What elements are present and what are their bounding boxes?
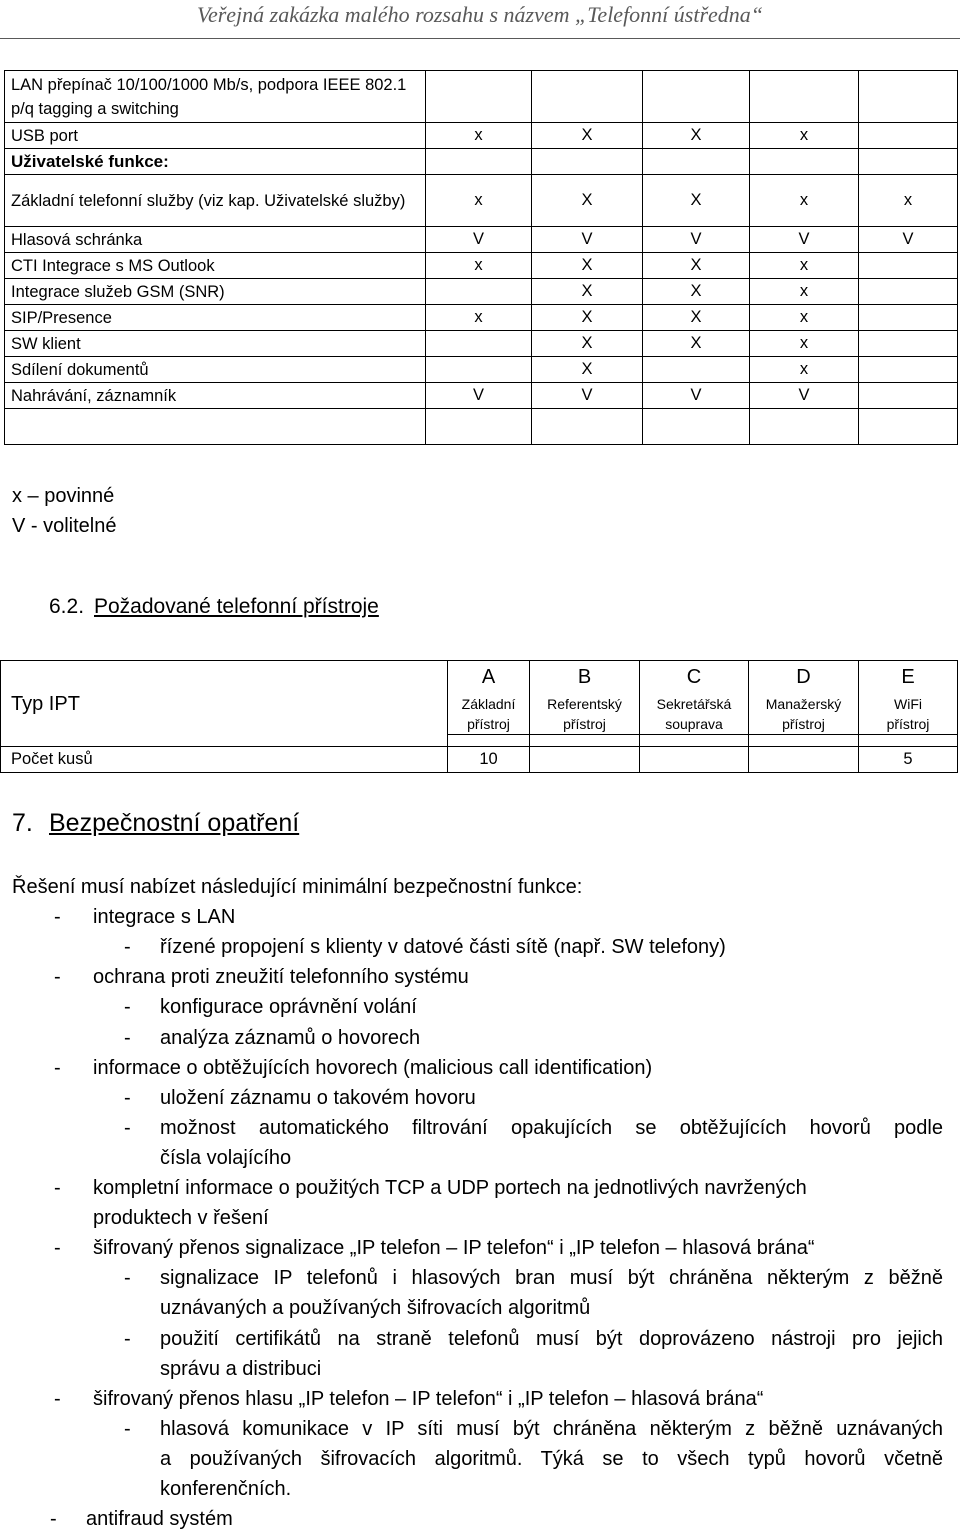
list-bullet: - [54,1387,61,1410]
sub-list-item: signalizace IP telefonů i hlasových bran musí být chráněna některým z běžně [160,1267,943,1290]
security-intro: Řešení musí nabízet následující minimální bezpečnostní funkce: [12,876,583,898]
ipt-table [0,660,958,773]
feature-cell-c [643,409,750,445]
list-item: informace o obtěžujících hovorech (malicious call identification) [93,1056,653,1079]
ipt-desc: Sekretářská [656,696,732,712]
ipt-letter: D [796,666,811,688]
ipt-desc: WiFi [894,696,922,712]
feature-cell-a: V [426,383,532,409]
feature-cell-a: x [426,305,532,331]
feature-cell-e [859,71,958,123]
ipt-desc: Manažerský [765,696,842,712]
feature-cell-e [859,383,958,409]
feature-label: Základní telefonní služby (viz kap. Uživatelské služby) [5,175,426,227]
ipt-letter: A [481,666,496,688]
feature-cell-d: x [750,253,859,279]
feature-cell-a [426,409,532,445]
feature-cell-c: V [643,227,750,253]
feature-cell-e [859,279,958,305]
feature-cell-e [859,149,958,175]
feature-label: LAN přepínač 10/100/1000 Mb/s, podpora IEEE 802.1 p/q tagging a switching [5,71,426,123]
feature-row [5,279,958,305]
feature-cell-d: V [750,227,859,253]
feature-cell-e: V [859,227,958,253]
list-bullet: - [54,1056,61,1079]
list-item: produktech v řešení [93,1207,269,1230]
feature-matrix-body [5,71,958,445]
feature-row [5,305,958,331]
sub-list-item: uznávaných a používaných šifrovacích algoritmů [160,1297,591,1320]
ipt-row-label: Typ IPT [1,661,448,747]
feature-cell-e [859,409,958,445]
feature-cell-b [532,409,643,445]
feature-label [5,409,426,445]
list-item: šifrovaný přenos hlasu „IP telefon – IP telefon“ i „IP telefon – hlasová brána“ [93,1387,764,1410]
feature-cell-b: X [532,305,643,331]
legend-mandatory: x – povinné [12,485,115,507]
feature-cell-a [426,71,532,123]
feature-label: Nahrávání, záznamník [5,383,426,409]
list-item: integrace s LAN [93,906,236,929]
ipt-desc: Referentský [547,696,622,712]
list-bullet: - [54,1237,61,1260]
feature-cell-a: x [426,253,532,279]
ipt-count-c [640,747,749,773]
feature-row [5,331,958,357]
ipt-col-d [749,661,859,735]
feature-cell-c: X [643,253,750,279]
feature-cell-b: X [532,331,643,357]
feature-label: USB port [5,123,426,149]
list-bullet: - [124,1417,131,1440]
feature-row [5,149,958,175]
list-bullet: - [124,1086,131,1109]
list-bullet: - [54,1177,61,1199]
list-item: kompletní informace o použitých TCP a UDP portech na jednotlivých navržených [93,1177,807,1199]
feature-cell-d: x [750,279,859,305]
feature-cell-d [750,71,859,123]
list-bullet: - [124,996,131,1019]
feature-cell-e [859,331,958,357]
list-bullet: - [124,936,131,959]
feature-cell-d [750,409,859,445]
sub-list-item: správu a distribuci [160,1357,322,1380]
feature-label: Sdílení dokumentů [5,357,426,383]
ipt-count-d [749,747,859,773]
section-number: 7. [12,809,33,837]
ipt-count-b [530,747,640,773]
sub-list-item: čísla volajícího [160,1146,292,1169]
ipt-letter: C [686,666,702,688]
sub-list-item: analýza záznamů o hovorech [160,1026,421,1049]
feature-cell-e [859,123,958,149]
sub-list-item: možnost automatického filtrování opakujících se obtěžujících hovorů podle [160,1116,943,1139]
section-title: Požadované telefonní přístroje [94,595,379,618]
feature-label: CTI Integrace s MS Outlook [5,253,426,279]
ipt-letter: B [577,666,592,688]
feature-cell-e [859,253,958,279]
feature-cell-d: V [750,383,859,409]
ipt-col-b [530,661,640,735]
legend-optional: V - volitelné [12,515,117,537]
ipt-col-c [640,661,749,735]
feature-cell-b: X [532,175,643,227]
ipt-desc: souprava [665,716,723,732]
feature-cell-a [426,357,532,383]
sub-list-item: konfigurace oprávnění volání [160,996,417,1019]
sub-list-item: použití certifikátů na straně telefonů musí být doprovázeno nástroji pro jejich [160,1327,943,1350]
feature-cell-b [532,149,643,175]
feature-cell-d: x [750,331,859,357]
section-number: 6.2. [49,595,85,618]
feature-label: Integrace služeb GSM (SNR) [5,279,426,305]
feature-cell-e: x [859,175,958,227]
feature-row [5,357,958,383]
feature-cell-d: x [750,175,859,227]
ipt-count-a: 10 [448,747,530,773]
feature-cell-c: X [643,175,750,227]
ipt-desc: přístroj [886,716,930,732]
legend [12,481,117,541]
feature-cell-d: x [750,357,859,383]
list-item: ochrana proti zneužití telefonního systému [93,966,469,989]
feature-cell-a [426,279,532,305]
sub-list-item: hlasová komunikace v IP síti musí být chráněna některým z běžně uznávaných [160,1417,943,1440]
feature-cell-c [643,357,750,383]
ipt-count-e: 5 [859,747,958,773]
ipt-desc: přístroj [467,716,510,732]
feature-cell-c: X [643,123,750,149]
header-rule [0,38,960,39]
ipt-col-e [859,661,958,735]
feature-cell-c: X [643,305,750,331]
ipt-letter: E [901,666,915,688]
list-bullet: - [54,966,61,989]
feature-cell-d: x [750,123,859,149]
feature-row [5,253,958,279]
feature-cell-b: X [532,279,643,305]
feature-row [5,71,958,123]
feature-cell-d [750,149,859,175]
feature-cell-b: X [532,253,643,279]
feature-cell-b: V [532,227,643,253]
feature-cell-e [859,357,958,383]
list-bullet: - [50,1508,57,1531]
list-bullet: - [124,1116,131,1139]
feature-row [5,123,958,149]
feature-cell-e [859,305,958,331]
list-bullet: - [124,1267,131,1290]
feature-cell-c [643,149,750,175]
feature-cell-a [426,149,532,175]
feature-cell-b [532,71,643,123]
feature-cell-d: x [750,305,859,331]
ipt-desc: přístroj [782,716,825,732]
ipt-count-label: Počet kusů [1,747,448,773]
list-bullet: - [124,1327,131,1350]
list-bullet: - [124,1026,131,1049]
feature-row [5,227,958,253]
feature-label: Hlasová schránka [5,227,426,253]
feature-cell-a: x [426,123,532,149]
ipt-col-a [448,661,530,735]
sub-list-item: konferenčních. [160,1478,292,1500]
feature-cell-c: V [643,383,750,409]
list-bullet: - [54,906,61,929]
feature-row [5,409,958,445]
feature-cell-b: X [532,123,643,149]
list-item: šifrovaný přenos signalizace „IP telefon – IP telefon“ i „IP telefon – hlasová brána“ [93,1237,815,1260]
document-header-title: Veřejná zakázka malého rozsahu s názvem „Telefonní ústředna“ [196,2,764,27]
sub-list-item: uložení záznamu o takovém hovoru [160,1086,476,1109]
feature-cell-c: X [643,279,750,305]
feature-cell-a: V [426,227,532,253]
sub-list-item: řízené propojení s klienty v datové části sítě (např. SW telefony) [160,936,726,959]
ipt-desc: přístroj [563,716,606,732]
sub-list-item: a používaných šifrovacích algoritmů. Týká se to všech typů hovorů včetně [160,1447,943,1470]
feature-label: SW klient [5,331,426,357]
feature-cell-a [426,331,532,357]
feature-cell-a: x [426,175,532,227]
feature-cell-c: X [643,331,750,357]
feature-cell-c [643,71,750,123]
feature-cell-b: V [532,383,643,409]
feature-label: Uživatelské funkce: [5,149,426,175]
feature-row [5,175,958,227]
feature-cell-b: X [532,357,643,383]
ipt-desc: Základní [461,696,516,712]
feature-label: SIP/Presence [5,305,426,331]
list-item: antifraud systém [86,1508,233,1531]
feature-row [5,383,958,409]
feature-matrix-table [4,70,958,445]
section-title: Bezpečnostní opatření [49,809,300,837]
